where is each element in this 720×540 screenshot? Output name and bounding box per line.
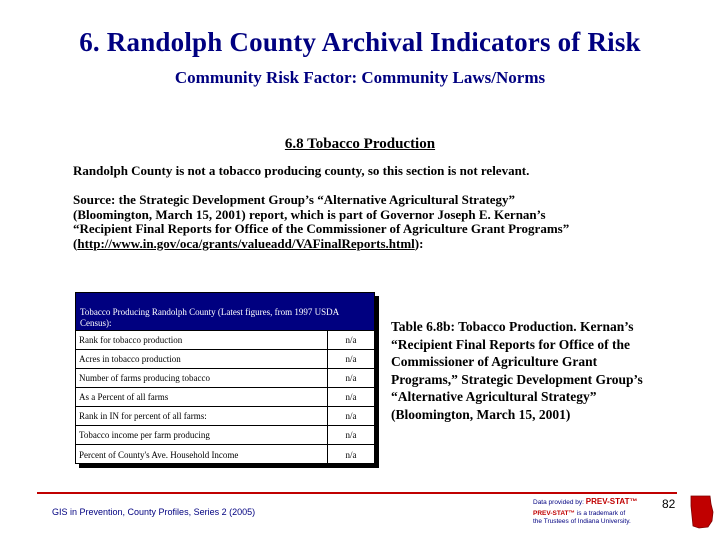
slide-subtitle: Community Risk Factor: Community Laws/Norms: [174, 68, 546, 87]
table-caption: Table 6.8b: Tobacco Production. Kernan’s “Recipient Final Reports for Office of the Commissioner of Agriculture Grant Programs,” Strategic Development Group’s “Alternative Agricultural Strategy” (Bloomington, March 15, 2001): [391, 319, 643, 422]
row-value: n/a: [345, 335, 357, 345]
footer-series-text: GIS in Prevention, County Profiles, Series 2 (2005): [52, 507, 256, 517]
row-label: Number of farms producing tobacco: [76, 369, 328, 387]
table-row: [76, 350, 374, 369]
source-line-3: “Recipient Final Reports for Office of the Commissioner of Agriculture Grant Programs”: [73, 221, 570, 236]
trademark-brand: PREV-STAT™: [533, 510, 576, 517]
row-label: Percent of County's Ave. Household Income: [76, 445, 328, 465]
row-value: n/a: [345, 450, 357, 460]
table-row: [76, 445, 374, 465]
table-row: [76, 388, 374, 407]
trademark-line-1: [533, 510, 688, 518]
slide-title: 6. Randolph County Archival Indicators of Risk: [79, 27, 641, 57]
credit-prefix: Data provided by:: [533, 499, 586, 506]
footer-divider: [37, 492, 677, 494]
row-label: Tobacco income per farm producing: [76, 426, 328, 444]
row-label: Acres in tobacco production: [76, 350, 328, 368]
page-number: 82: [662, 497, 676, 511]
relevance-statement: Randolph County is not a tobacco producing county, so this section is not relevant.: [73, 163, 530, 178]
source-line-4: [73, 237, 663, 252]
table-row: [76, 407, 374, 426]
trademark-text-1: is a trademark of: [575, 510, 626, 517]
row-value: n/a: [345, 411, 357, 421]
table-row: [76, 426, 374, 445]
table-row: [76, 369, 374, 388]
source-open-paren: (: [73, 235, 78, 251]
row-value: n/a: [345, 354, 357, 364]
source-line-2: (Bloomington, March 15, 2001) report, which is part of Governor Joseph E. Kernan’s: [73, 206, 546, 222]
row-label: Rank for tobacco production: [76, 331, 328, 349]
section-heading: 6.8 Tobacco Production: [284, 136, 436, 152]
source-close-paren: ):: [414, 235, 424, 251]
source-citation: [73, 193, 663, 251]
table-header: Tobacco Producing Randolph County (Latest figures, from 1997 USDA Census):: [76, 293, 374, 331]
indiana-state-logo-icon: [688, 494, 716, 530]
tobacco-data-table: [75, 292, 375, 464]
table-row: [76, 331, 374, 350]
row-label: Rank in IN for percent of all farms:: [76, 407, 328, 425]
credit-brand: PREV-STAT™: [585, 497, 638, 506]
row-value: n/a: [345, 392, 357, 402]
row-label: As a Percent of all farms: [76, 388, 328, 406]
row-value: n/a: [345, 430, 357, 440]
source-line-1: Source: the Strategic Development Group’s “Alternative Agricultural Strategy”: [73, 192, 516, 207]
source-link[interactable]: http://www.in.gov/oca/grants/valueadd/VAFinalReports.html: [77, 235, 415, 251]
trademark-line-2: the Trustees of Indiana University.: [533, 518, 631, 525]
row-value: n/a: [345, 373, 357, 383]
